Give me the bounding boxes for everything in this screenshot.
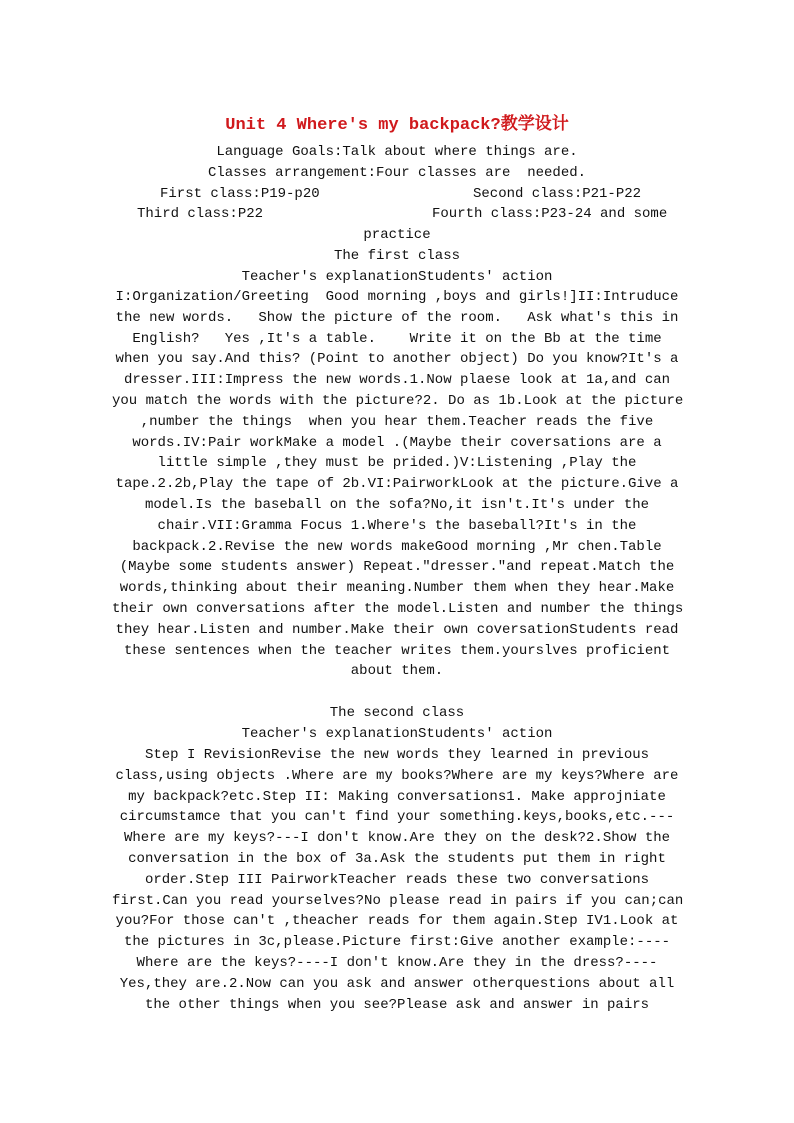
language-goals: Language Goals:Talk about where things are. [216, 144, 578, 160]
second-class-heading: The second class [329, 705, 465, 721]
body-text-line: tape.2.2b,Play the tape of 2b.VI:PairworkLook at the picture.Give a [115, 476, 679, 493]
body-text-line: their own conversations after the model.Listen and number the things [112, 601, 684, 617]
fourth-class-pages: Fourth class:P23-24 and some [432, 206, 668, 222]
body-text-line: you?For those can't ,theacher reads for them again.Step IV1.Look at [115, 913, 679, 930]
body-text-line: conversation in the box of 3a.Ask the students put them in right [128, 851, 666, 867]
document-title: Unit 4 Where's my backpack?教学设计 [225, 116, 569, 135]
body-text-line: these sentences when the teacher writes them.yourslves proficient [123, 642, 671, 659]
body-text-line: they hear.Listen and number.Make their own coversationStudents read [115, 621, 679, 638]
body-text-line: the new words. Show the picture of the room. Ask what's this in [115, 309, 679, 326]
first-class-heading: The first class [333, 248, 461, 264]
first-class-pages: First class:P19-p20 [160, 186, 320, 202]
body-text-line: (Maybe some students answer) Repeat."dresser."and repeat.Match the [119, 559, 675, 576]
body-text-line: dresser.III:Impress the new words.1.Now plaese look at 1a,and can [123, 372, 671, 389]
fourth-class-pages-cont: practice [363, 227, 431, 243]
body-text-line: model.Is the baseball on the sofa?No,it isn't.It's under the [144, 497, 650, 513]
body-text-line: my backpack?etc.Step II: Making conversations1. Make approjniate [128, 788, 666, 805]
second-class-pages: Second class:P21-P22 [473, 186, 642, 202]
body-text-line: words.IV:Pair workMake a model .(Maybe their coversations are a [132, 434, 662, 451]
body-text-line: Where are my keys?---I don't know.Are they on the desk?2.Show the [123, 830, 671, 847]
body-text-line: Step I RevisionRevise the new words they learned in previous [144, 747, 650, 763]
body-text-line: chair.VII:Gramma Focus 1.Where's the baseball?It's in the [157, 517, 637, 534]
body-text-line: English? Yes ,It's a table. Write it on the Bb at the time [132, 330, 662, 347]
classes-arrangement: Classes arrangement:Four classes are needed. [207, 165, 587, 181]
body-text-line: the pictures in 3c,please.Picture first:Give another example:---- [123, 934, 671, 951]
body-text-line: about them. [350, 663, 444, 680]
body-text-line: first.Can you read yourselves?No please read in pairs if you can;can [112, 892, 684, 909]
body-text-line: words,thinking about their meaning.Number them when they hear.Make [119, 580, 675, 597]
body-text-line: the other things when you see?Please ask and answer in pairs [144, 996, 650, 1013]
body-text-line: class,using objects .Where are my books?Where are my keys?Where are [115, 767, 679, 784]
third-class-pages: Third class:P22 [137, 206, 264, 222]
body-text-line: I:Organization/Greeting Good morning ,boys and girls!]II:Intruduce [115, 289, 679, 305]
body-text-line: Yes,they are.2.Now can you ask and answer otherquestions about all [119, 975, 675, 992]
body-text-line: Where are the keys?----I don't know.Are they in the dress?---- [136, 955, 658, 971]
body-text-line: little simple ,they must be prided.)V:Listening ,Play the [157, 455, 637, 472]
body-text-line: you match the words with the picture?2. Do as 1b.Look at the picture [112, 393, 684, 409]
body-text-line: circumstamce that you can't find your something.keys,books,etc.--- [119, 809, 675, 826]
body-text-line: backpack.2.Revise the new words makeGood morning ,Mr chen.Table [132, 538, 662, 555]
second-class-subheading: Teacher's explanationStudents' action [241, 726, 553, 742]
body-text-line: ,number the things when you hear them.Teacher reads the five [140, 413, 654, 430]
first-class-subheading: Teacher's explanationStudents' action [241, 269, 553, 285]
body-text-line: when you say.And this? (Point to another object) Do you know?It's a [115, 351, 679, 368]
body-text-line: order.Step III PairworkTeacher reads these two conversations [144, 871, 650, 888]
